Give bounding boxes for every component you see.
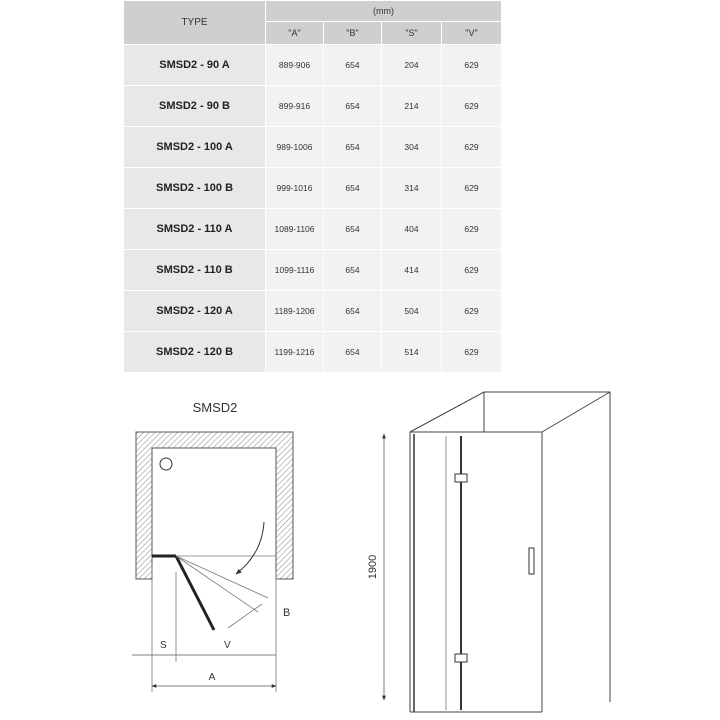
value-s: 504 [382,291,442,332]
table-row [124,332,502,373]
plan-view [132,400,293,692]
type-cell: SMSD2 - 90 B [124,86,266,127]
top-hinge-icon [455,474,467,482]
value-v: 629 [442,45,502,86]
swing-line [176,556,268,598]
value-a: 989-1006 [266,127,324,168]
type-cell: SMSD2 - 110 B [124,250,266,291]
plan-title: SMSD2 [192,400,238,415]
label-s: S [160,640,167,651]
table-row [124,127,502,168]
table-row [124,209,502,250]
column-header-a: "A" [266,22,324,45]
table-row [124,86,502,127]
value-s: 214 [382,86,442,127]
enclosure-frame [410,392,610,712]
swing-arrow [236,522,264,574]
type-cell: SMSD2 - 100 B [124,168,266,209]
spec-table [123,0,502,373]
door-handle-icon [529,548,534,574]
value-a: 1199-1216 [266,332,324,373]
value-v: 629 [442,209,502,250]
value-a: 1189-1206 [266,291,324,332]
value-s: 404 [382,209,442,250]
table-row [124,168,502,209]
value-v: 629 [442,332,502,373]
value-v: 629 [442,250,502,291]
value-s: 414 [382,250,442,291]
type-cell: SMSD2 - 110 A [124,209,266,250]
column-header-s: "S" [382,22,442,45]
column-header-b: "B" [324,22,382,45]
elevation-view [367,392,610,712]
table-row [124,45,502,86]
value-v: 629 [442,168,502,209]
unit-header: (mm) [266,1,502,22]
value-s: 304 [382,127,442,168]
value-a: 999-1016 [266,168,324,209]
value-b: 654 [324,86,382,127]
value-s: 314 [382,168,442,209]
bottom-hinge-icon [455,654,467,662]
value-b: 654 [324,45,382,86]
value-b: 654 [324,332,382,373]
value-b: 654 [324,250,382,291]
value-s: 514 [382,332,442,373]
height-label: 1900 [367,554,379,580]
type-cell: SMSD2 - 120 A [124,291,266,332]
column-header-v: "V" [442,22,502,45]
table-row [124,291,502,332]
door-open [176,556,214,630]
value-a: 899-916 [266,86,324,127]
type-header: TYPE [124,1,266,45]
value-a: 889-906 [266,45,324,86]
type-cell: SMSD2 - 100 A [124,127,266,168]
label-b: B [283,607,291,619]
label-a: A [208,672,216,683]
technical-drawings [0,372,720,720]
value-s: 204 [382,45,442,86]
value-b: 654 [324,291,382,332]
value-v: 629 [442,86,502,127]
value-v: 629 [442,291,502,332]
dimension-b-line [228,604,262,628]
label-v: V [224,640,231,651]
type-cell: SMSD2 - 90 A [124,45,266,86]
value-a: 1099-1116 [266,250,324,291]
drain-icon [160,458,172,470]
table-row [124,250,502,291]
type-cell: SMSD2 - 120 B [124,332,266,373]
value-b: 654 [324,168,382,209]
value-b: 654 [324,209,382,250]
value-b: 654 [324,127,382,168]
value-v: 629 [442,127,502,168]
value-a: 1089-1106 [266,209,324,250]
swing-line [176,556,258,612]
